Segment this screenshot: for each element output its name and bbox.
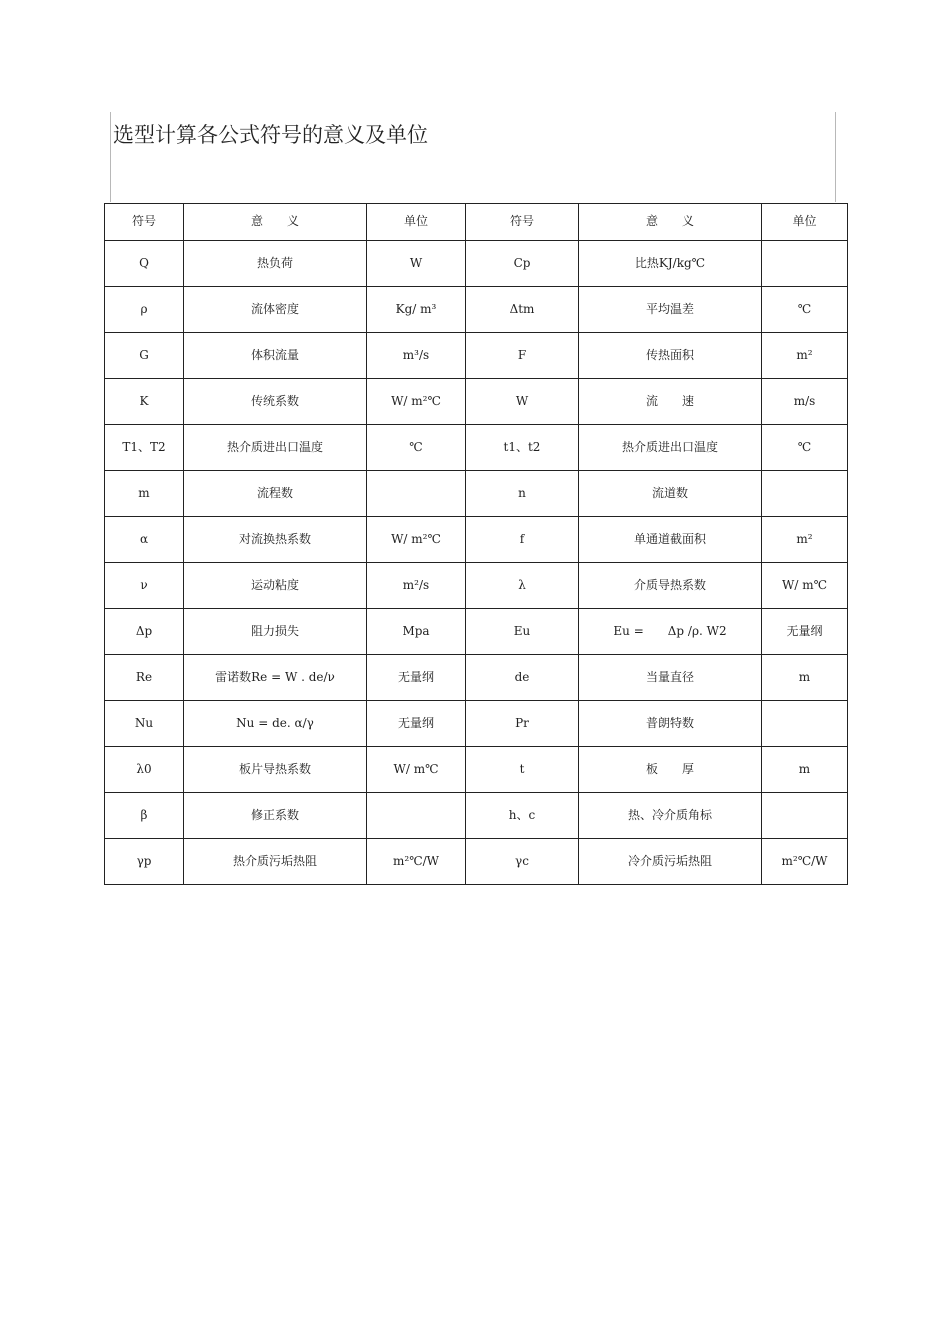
table-row	[105, 609, 848, 655]
unit-cell: m²℃/W	[762, 839, 848, 885]
unit-cell: m	[762, 747, 848, 793]
meaning-cell: 修正系数	[184, 793, 367, 839]
unit-cell: m³/s	[367, 333, 466, 379]
table-row	[105, 655, 848, 701]
meaning-cell: 热介质进出口温度	[579, 425, 762, 471]
unit-cell: m	[762, 655, 848, 701]
symbol-cell: f	[466, 517, 579, 563]
unit-cell: m²	[762, 517, 848, 563]
meaning-cell: 介质导热系数	[579, 563, 762, 609]
table-row	[105, 517, 848, 563]
table-row	[105, 793, 848, 839]
unit-cell	[762, 471, 848, 517]
symbol-cell: α	[105, 517, 184, 563]
meaning-cell: 单通道截面积	[579, 517, 762, 563]
symbol-cell: λ	[466, 563, 579, 609]
unit-cell: 无量纲	[762, 609, 848, 655]
unit-cell	[762, 241, 848, 287]
table-row	[105, 241, 848, 287]
unit-cell	[367, 471, 466, 517]
meaning-cell: 热介质进出口温度	[184, 425, 367, 471]
header-meaning: 意 义	[579, 204, 762, 241]
symbol-cell: n	[466, 471, 579, 517]
symbol-cell: T1、T2	[105, 425, 184, 471]
meaning-cell: 流 速	[579, 379, 762, 425]
meaning-cell: 冷介质污垢热阻	[579, 839, 762, 885]
table-row	[105, 471, 848, 517]
meaning-cell: 对流换热系数	[184, 517, 367, 563]
symbol-cell: Δtm	[466, 287, 579, 333]
unit-cell: W/ m²℃	[367, 517, 466, 563]
meaning-cell: 雷诺数Re = W . de/ν	[184, 655, 367, 701]
unit-cell: ℃	[762, 425, 848, 471]
unit-cell	[762, 793, 848, 839]
unit-cell: Mpa	[367, 609, 466, 655]
table-row	[105, 701, 848, 747]
symbol-cell: γp	[105, 839, 184, 885]
symbol-cell: t1、t2	[466, 425, 579, 471]
meaning-cell: Nu = de. α/γ	[184, 701, 367, 747]
meaning-cell: Eu = Δp /ρ. W2	[579, 609, 762, 655]
symbol-cell: ρ	[105, 287, 184, 333]
meaning-cell: 平均温差	[579, 287, 762, 333]
symbol-cell: Q	[105, 241, 184, 287]
unit-cell	[367, 793, 466, 839]
header-unit: 单位	[762, 204, 848, 241]
symbol-cell: t	[466, 747, 579, 793]
header-symbol: 符号	[466, 204, 579, 241]
table-row	[105, 839, 848, 885]
meaning-cell: 当量直径	[579, 655, 762, 701]
meaning-cell: 传统系数	[184, 379, 367, 425]
symbol-cell: W	[466, 379, 579, 425]
symbol-cell: Re	[105, 655, 184, 701]
unit-cell: W/ m℃	[762, 563, 848, 609]
symbol-cell: Cp	[466, 241, 579, 287]
meaning-cell: 热、冷介质角标	[579, 793, 762, 839]
meaning-cell: 传热面积	[579, 333, 762, 379]
symbol-cell: h、c	[466, 793, 579, 839]
meaning-cell: 板 厚	[579, 747, 762, 793]
meaning-cell: 热介质污垢热阻	[184, 839, 367, 885]
meaning-cell: 流道数	[579, 471, 762, 517]
symbol-cell: K	[105, 379, 184, 425]
symbol-cell: Δp	[105, 609, 184, 655]
unit-cell: m²/s	[367, 563, 466, 609]
unit-cell: W/ m℃	[367, 747, 466, 793]
header-unit: 单位	[367, 204, 466, 241]
symbol-cell: Pr	[466, 701, 579, 747]
meaning-cell: 流体密度	[184, 287, 367, 333]
unit-cell: m²℃/W	[367, 839, 466, 885]
meaning-cell: 板片导热系数	[184, 747, 367, 793]
unit-cell: 无量纲	[367, 655, 466, 701]
unit-cell: Kg/ m³	[367, 287, 466, 333]
meaning-cell: 阻力损失	[184, 609, 367, 655]
symbol-cell: λ0	[105, 747, 184, 793]
unit-cell: m/s	[762, 379, 848, 425]
meaning-cell: 热负荷	[184, 241, 367, 287]
unit-cell	[762, 701, 848, 747]
header-meaning: 意 义	[184, 204, 367, 241]
unit-cell: W	[367, 241, 466, 287]
symbol-table	[104, 203, 848, 885]
table-row	[105, 425, 848, 471]
table-header-row	[105, 204, 848, 241]
unit-cell: ℃	[367, 425, 466, 471]
symbol-cell: Eu	[466, 609, 579, 655]
unit-cell: ℃	[762, 287, 848, 333]
table-row	[105, 333, 848, 379]
meaning-cell: 普朗特数	[579, 701, 762, 747]
symbol-cell: m	[105, 471, 184, 517]
document-title: 选型计算各公式符号的意义及单位	[113, 123, 428, 147]
frame-left-line	[110, 112, 111, 202]
unit-cell: 无量纲	[367, 701, 466, 747]
symbol-cell: β	[105, 793, 184, 839]
table-row	[105, 563, 848, 609]
frame-right-line	[835, 112, 836, 202]
meaning-cell: 体积流量	[184, 333, 367, 379]
table-row	[105, 379, 848, 425]
unit-cell: m²	[762, 333, 848, 379]
header-symbol: 符号	[105, 204, 184, 241]
symbol-cell: G	[105, 333, 184, 379]
symbol-cell: γc	[466, 839, 579, 885]
table-row	[105, 287, 848, 333]
meaning-cell: 比热KJ/kg℃	[579, 241, 762, 287]
meaning-cell: 运动粘度	[184, 563, 367, 609]
symbol-cell: Nu	[105, 701, 184, 747]
symbol-cell: de	[466, 655, 579, 701]
symbol-cell: F	[466, 333, 579, 379]
table-row	[105, 747, 848, 793]
meaning-cell: 流程数	[184, 471, 367, 517]
symbol-cell: ν	[105, 563, 184, 609]
unit-cell: W/ m²℃	[367, 379, 466, 425]
